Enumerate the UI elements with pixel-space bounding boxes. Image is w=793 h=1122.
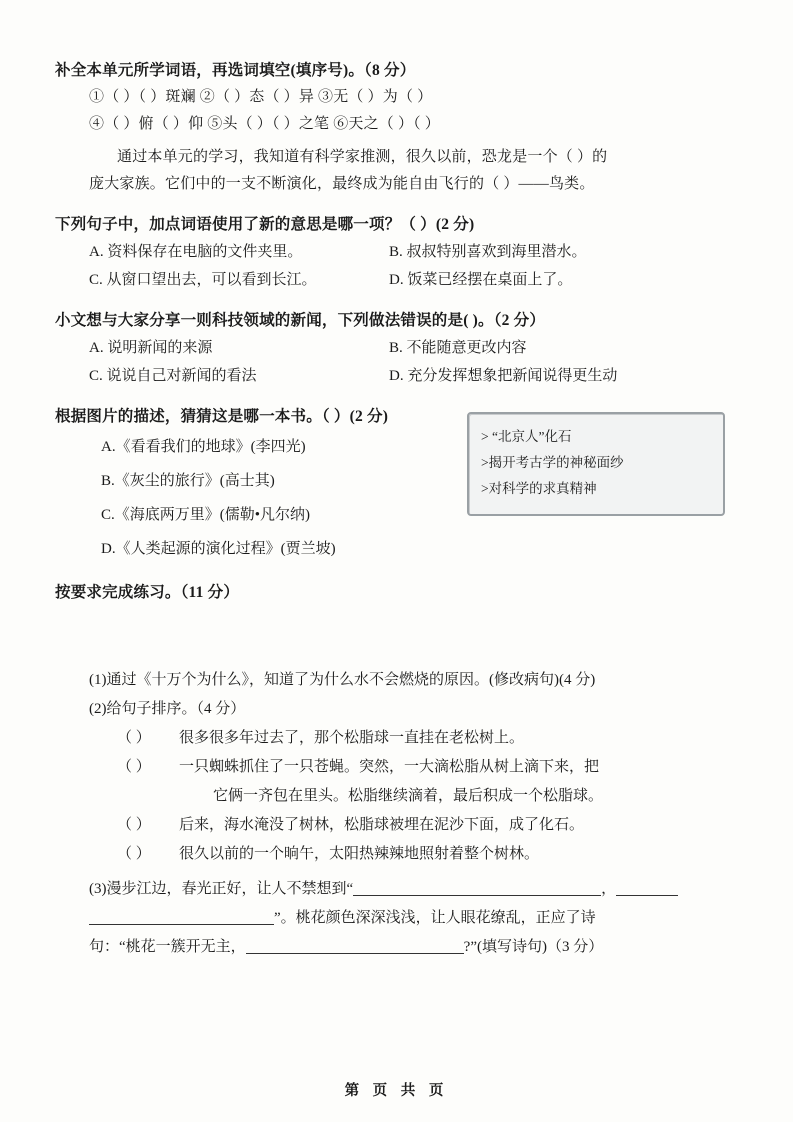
- order-item-2-text: [179, 753, 745, 811]
- question-6: [55, 58, 745, 198]
- sub3-text-b: ”。桃花颜色深深浅浅，让人眼花缭乱，正应了诗: [274, 910, 596, 926]
- question-8-option-d[interactable]: D. 充分发挥想象把新闻说得更生动: [389, 368, 618, 384]
- hint-line-1: > “北京人”化石: [481, 429, 572, 444]
- sub3-text-a: (3)漫步江边，春光正好，让人不禁想到“: [89, 881, 354, 897]
- question-6-passage-line-1[interactable]: 通过本单元的学习，我知道有科学家推测，很久以前，恐龙是一个（ ）的: [117, 149, 608, 165]
- order-item-2-paren[interactable]: （ ）: [117, 759, 151, 775]
- order-item-1-paren[interactable]: （ ）: [117, 730, 151, 746]
- question-10-sub-3-line-1: [55, 875, 745, 904]
- question-9-hint-card: [467, 412, 725, 516]
- question-8-head: 小文想与大家分享一则科技领域的新闻，下列做法错误的是( )。（2 分）: [55, 312, 546, 329]
- question-9-option-c[interactable]: C.《海底两万里》(儒勒•凡尔纳): [101, 507, 310, 523]
- answer-blank-4[interactable]: [246, 936, 464, 954]
- answer-blank-1[interactable]: [353, 878, 601, 896]
- order-item-3-text: 后来，海水淹没了树林，松脂球被埋在泥沙下面，成了化石。: [179, 817, 585, 833]
- question-8-options-row-1: [55, 334, 745, 362]
- question-7-option-b[interactable]: B. 叔叔特别喜欢到海里潜水。: [389, 244, 587, 260]
- exam-content: [55, 58, 745, 966]
- question-8: [55, 308, 745, 390]
- question-9-option-b[interactable]: B.《灰尘的旅行》(高士其): [101, 473, 275, 489]
- order-item-1[interactable]: [55, 724, 745, 753]
- sub3-comma: ，: [601, 881, 617, 897]
- question-10-sub-2: (2)给句子排序。（4 分）: [89, 701, 246, 717]
- question-8-options-row-2: [55, 362, 745, 390]
- question-7-options-row-1: [55, 238, 745, 266]
- order-item-2-line-1: 一只蜘蛛抓住了一只苍蝇。突然，一大滴松脂从树上滴下来，把: [179, 759, 600, 775]
- question-7-option-d[interactable]: D. 饭菜已经摆在桌面上了。: [389, 272, 573, 288]
- question-10-head: 按要求完成练习。（11 分）: [55, 584, 240, 601]
- page-footer: 第 页 共 页: [344, 1083, 449, 1099]
- question-7-head: 下列句子中，加点词语使用了新的意思是哪一项？（ ）(2 分): [55, 216, 475, 233]
- order-item-1-text: 很多很多年过去了，那个松脂球一直挂在老松树上。: [179, 730, 525, 746]
- question-9-option-a[interactable]: A.《看看我们的地球》(李四光): [101, 439, 306, 455]
- question-8-option-c[interactable]: C. 说说自己对新闻的看法: [89, 368, 257, 384]
- question-10-sub-3-line-3: [55, 933, 745, 962]
- question-7: [55, 212, 745, 294]
- hint-line-3: >对科学的求真精神: [481, 481, 597, 496]
- question-6-head: 补全本单元所学词语，再选词填空(填序号)。（8 分）: [55, 62, 416, 79]
- hint-line-2: >揭开考古学的神秘面纱: [481, 455, 624, 470]
- question-10-sub-3-line-2: [55, 904, 745, 933]
- order-item-2-line-2: 它俩一齐包在里头。松脂继续滴着，最后积成一个松脂球。: [213, 788, 604, 804]
- question-9-head: 根据图片的描述，猜猜这是哪一本书。（ ）(2 分): [55, 408, 389, 425]
- question-6-fill-row-1[interactable]: ①（ ）（ ）斑斓 ②（ ）态（ ）异 ③无（ ）为（ ）: [89, 89, 433, 105]
- answer-blank-2[interactable]: [616, 878, 678, 896]
- question-9-option-d[interactable]: D.《人类起源的演化过程》(贾兰坡): [101, 541, 336, 557]
- question-7-option-c[interactable]: C. 从窗口望出去，可以看到长江。: [89, 272, 317, 288]
- question-7-option-a[interactable]: A. 资料保存在电脑的文件夹里。: [89, 244, 303, 260]
- answer-blank-3[interactable]: [89, 907, 274, 925]
- question-10: [55, 580, 745, 962]
- order-item-4-paren[interactable]: （ ）: [117, 846, 151, 862]
- question-10-sub-1[interactable]: (1)通过《十万个为什么》，知道了为什么水不会燃烧的原因。(修改病句)(4 分): [89, 672, 596, 688]
- question-8-option-b[interactable]: B. 不能随意更改内容: [389, 340, 527, 356]
- question-6-passage-line-2[interactable]: 庞大家族。它们中的一支不断演化，最终成为能自由飞行的（ ）——鸟类。: [89, 176, 595, 192]
- sub3-text-c: 句：“桃花一簇开无主，: [89, 939, 246, 955]
- order-item-3[interactable]: [55, 811, 745, 840]
- question-7-options-row-2: [55, 266, 745, 294]
- order-item-4[interactable]: [55, 840, 745, 869]
- question-9: [55, 404, 745, 566]
- order-item-4-text: 很久以前的一个晌午，太阳热辣辣地照射着整个树林。: [179, 846, 540, 862]
- question-6-fill-row-2[interactable]: ④（ ）俯（ ）仰 ⑤头（ ）（ ）之笔 ⑥天之（ ）（ ）: [89, 116, 441, 132]
- question-8-option-a[interactable]: A. 说明新闻的来源: [89, 340, 213, 356]
- sub3-text-d: ?”(填写诗句)（3 分）: [463, 939, 604, 955]
- order-item-2[interactable]: [55, 753, 745, 811]
- order-item-3-paren[interactable]: （ ）: [117, 817, 151, 833]
